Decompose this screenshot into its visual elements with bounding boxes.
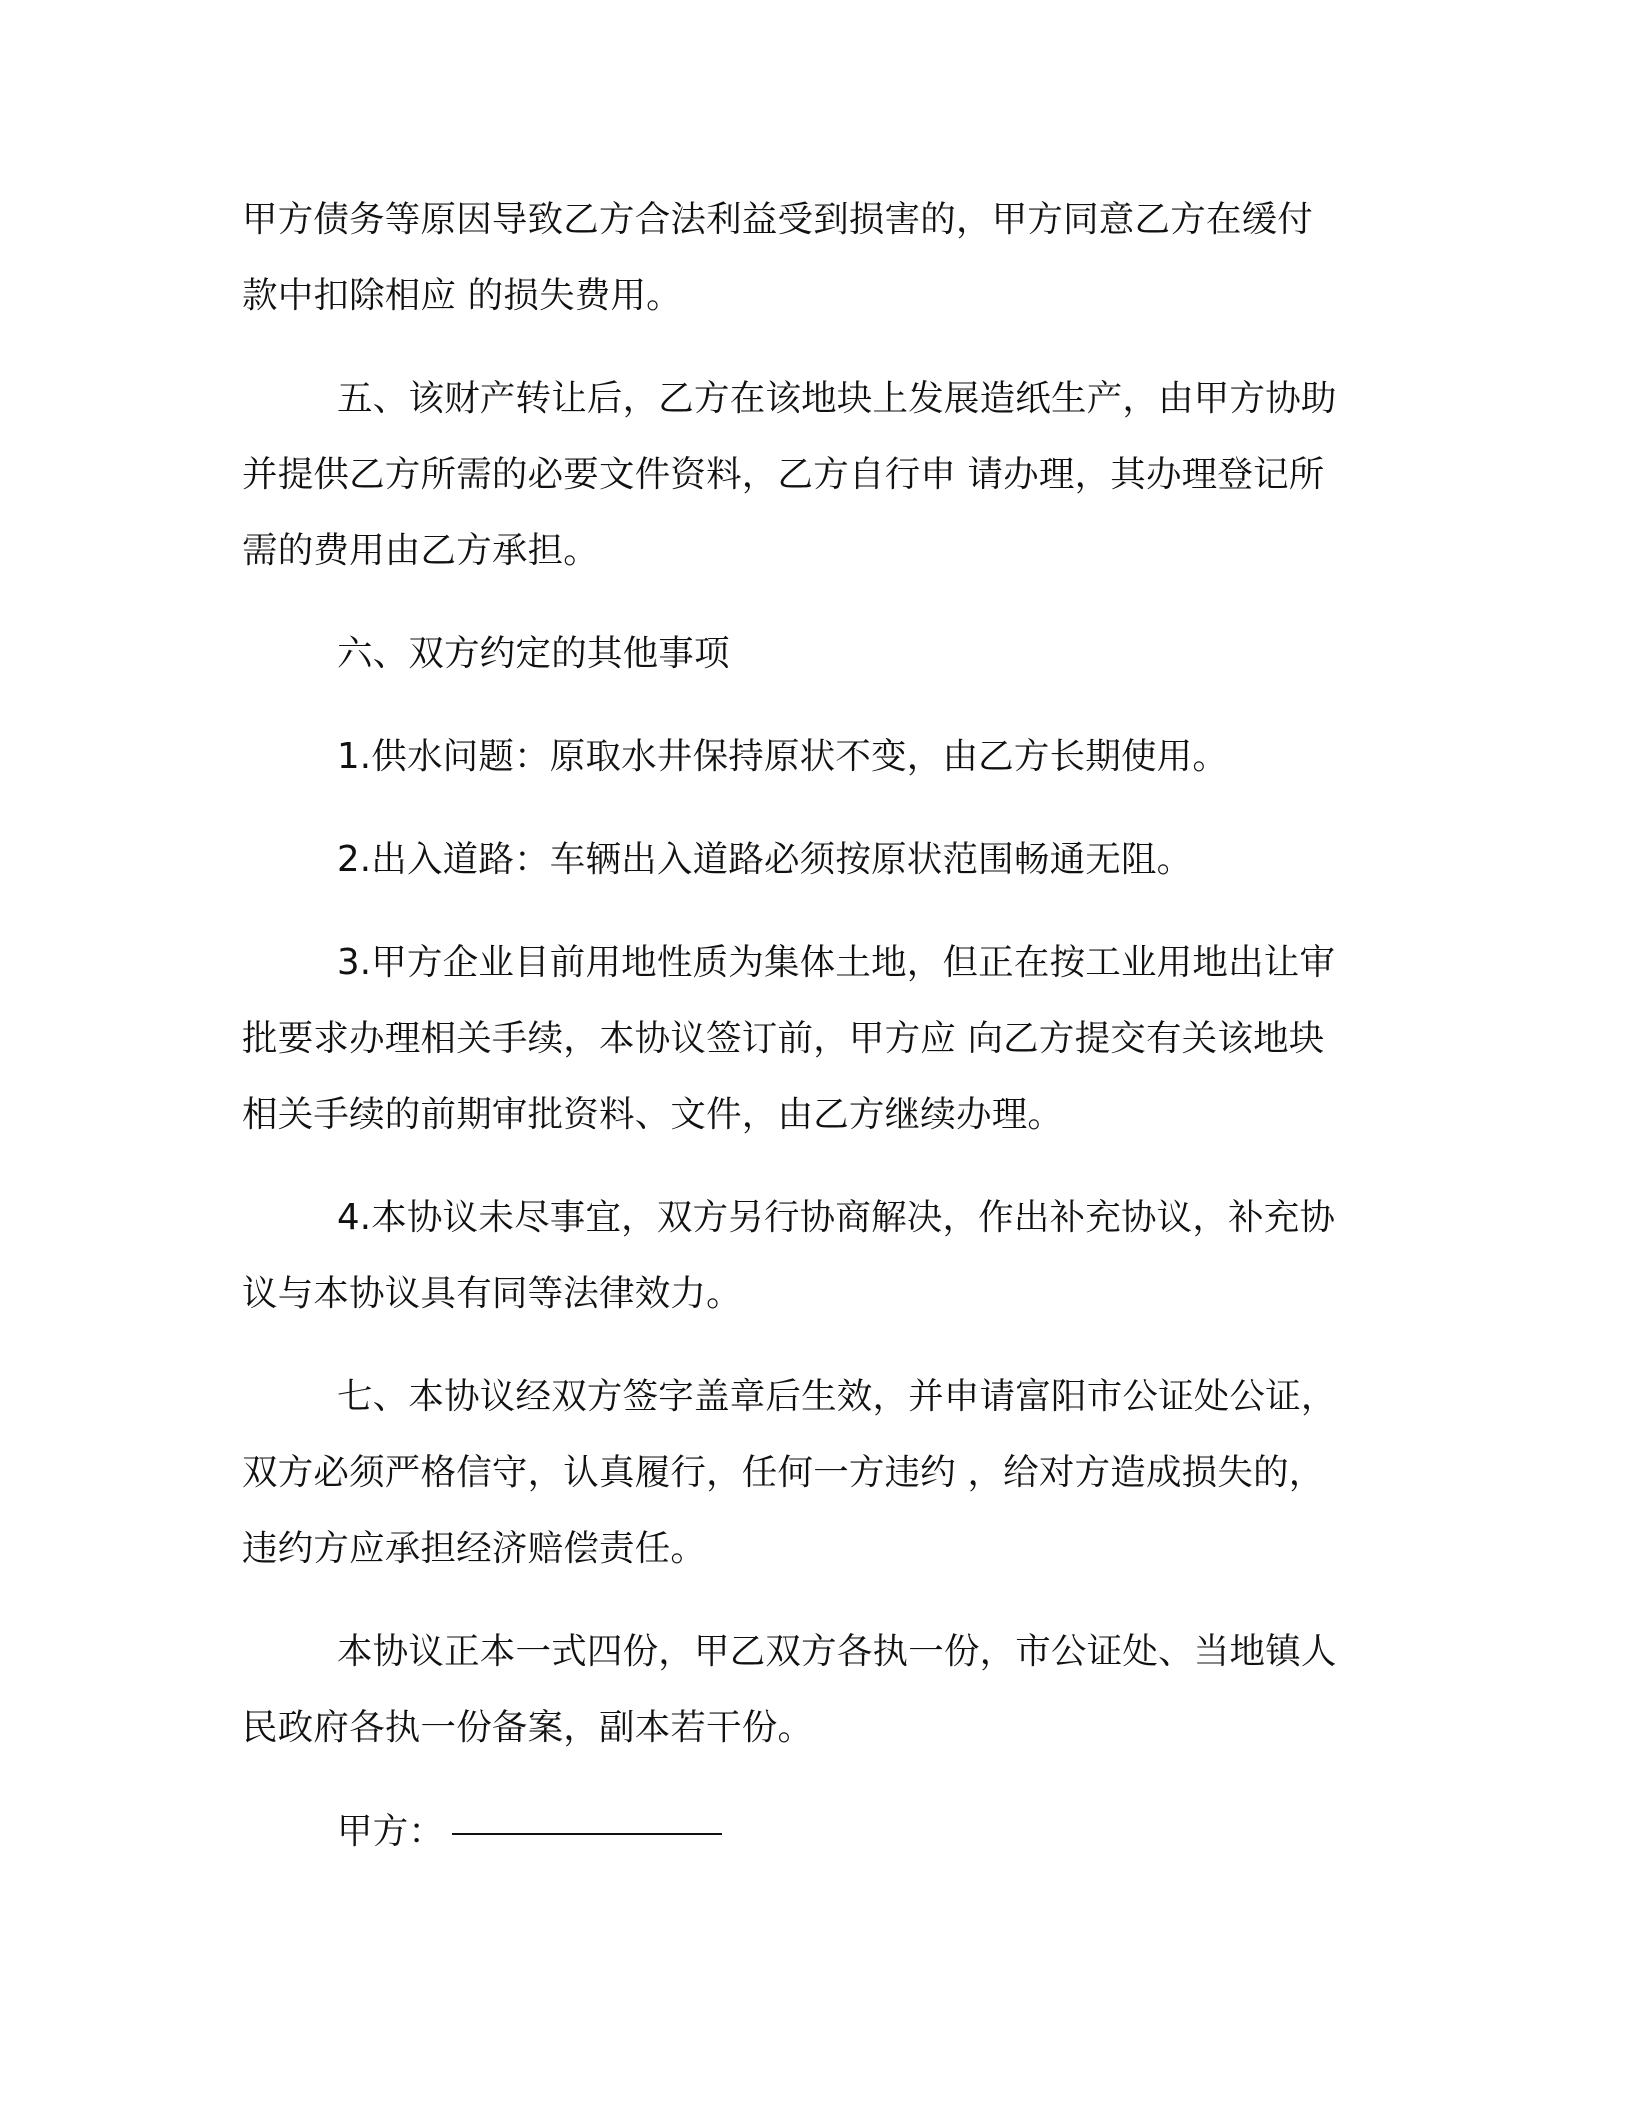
text-line: 五、该财产转让后，乙方在该地块上发展造纸生产，由甲方协助 xyxy=(337,378,1337,419)
text-line: 甲方债务等原因导致乙方合法利益受到损害的，甲方同意乙方在缓付 xyxy=(242,199,1314,240)
text-line: 款中扣除相应 的损失费用。 xyxy=(242,275,682,316)
paragraph-spacer xyxy=(242,1587,1382,1614)
paragraph-creditor-loss-deduction xyxy=(242,182,1382,334)
party-a-signature-line xyxy=(242,1794,1382,1870)
text-line: 本协议正本一式四份，甲乙双方各执一份，市公证处、当地镇人 xyxy=(337,1631,1337,1672)
text-line: 六、双方约定的其他事项 xyxy=(337,633,730,674)
paragraph-copies xyxy=(242,1614,1382,1766)
text-line: 批要求办理相关手续，本协议签订前，甲方应 向乙方提交有关该地块 xyxy=(242,1018,1325,1059)
paragraph-land-use-approval xyxy=(242,925,1382,1153)
paragraph-spacer xyxy=(242,795,1382,822)
paragraph-access-road xyxy=(242,822,1382,898)
paragraph-spacer xyxy=(242,334,1382,361)
text-line: 需的费用由乙方承担。 xyxy=(242,530,600,571)
paragraph-five-transfer-procedures xyxy=(242,361,1382,589)
document-body xyxy=(242,182,1382,1870)
text-line: 3.甲方企业目前用地性质为集体土地，但正在按工业用地出让审 xyxy=(337,942,1336,983)
text-line: 2.出入道路：车辆出入道路必须按原状范围畅通无阻。 xyxy=(337,839,1193,880)
text-line: 违约方应承担经济赔偿责任。 xyxy=(242,1528,707,1569)
text-line: 民政府各执一份备案，副本若干份。 xyxy=(242,1707,814,1748)
paragraph-spacer xyxy=(242,1153,1382,1180)
paragraph-spacer xyxy=(242,1332,1382,1359)
paragraph-seven-effectiveness xyxy=(242,1359,1382,1587)
party-a-signature-label: 甲方： xyxy=(337,1811,445,1852)
paragraph-supplementary-agreement xyxy=(242,1180,1382,1332)
text-line: 七、本协议经双方签字盖章后生效，并申请富阳市公证处公证， xyxy=(337,1376,1337,1417)
paragraph-six-other-matters-heading xyxy=(242,616,1382,692)
signature-blank-underline xyxy=(452,1833,722,1835)
text-line: 双方必须严格信守，认真履行，任何一方违约 ，给对方造成损失的， xyxy=(242,1452,1325,1493)
paragraph-spacer xyxy=(242,589,1382,616)
paragraph-spacer xyxy=(242,898,1382,925)
text-line: 1.供水问题：原取水井保持原状不变，由乙方长期使用。 xyxy=(337,736,1229,777)
paragraph-water-supply xyxy=(242,719,1382,795)
text-line: 并提供乙方所需的必要文件资料，乙方自行申 请办理，其办理登记所 xyxy=(242,454,1325,495)
paragraph-spacer xyxy=(242,692,1382,719)
text-line: 4.本协议未尽事宜，双方另行协商解决，作出补充协议，补充协 xyxy=(337,1197,1336,1238)
text-line: 议与本协议具有同等法律效力。 xyxy=(242,1273,742,1314)
text-line: 相关手续的前期审批资料、文件，由乙方继续办理。 xyxy=(242,1094,1064,1135)
